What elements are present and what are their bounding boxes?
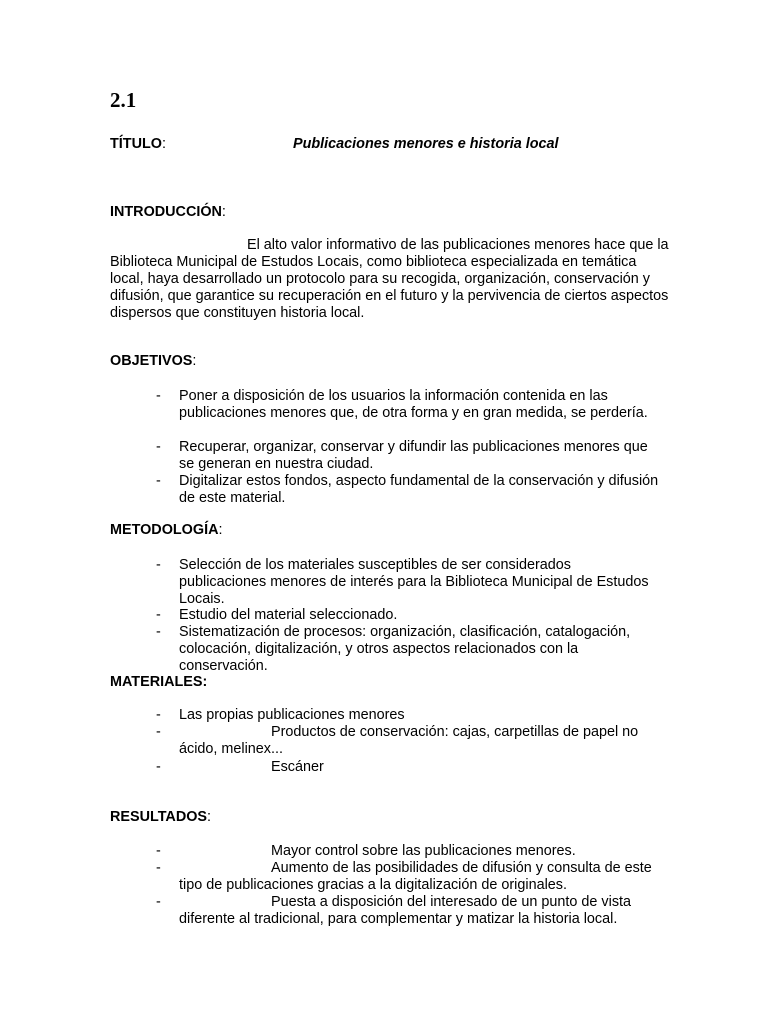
list-bullet: -: [156, 843, 161, 859]
list-bullet: -: [156, 724, 161, 740]
introduccion-text: El alto valor informativo de las publicaciones menores hace que la Biblioteca Municipal de Estudos Locais, como biblioteca especializada en temática local, haya desarrollado un protocolo para su recogida, organización, conservación y difusión, que garantice su recuperación en el futuro y la pervivencia de ciertos aspectos dispersos que constituyen historia local.: [110, 237, 669, 321]
objetivos-item: Poner a disposición de los usuarios la información contenida en las publicaciones menores que, de otra forma y en gran medida, se perdería.: [179, 388, 648, 421]
objetivos-item: Digitalizar estos fondos, aspecto fundamental de la conservación y difusión de este material.: [179, 473, 659, 506]
metodologia-item: Selección de los materiales susceptibles de ser considerados publicaciones menores de interés para la Biblioteca Municipal de Estudos Locais.: [179, 557, 649, 607]
metodologia-item: Estudio del material seleccionado.: [179, 607, 398, 623]
introduccion-paragraph: [110, 237, 670, 322]
list-bullet: -: [156, 759, 161, 775]
resultados-item: [179, 894, 659, 928]
materiales-label: MATERIALES:: [110, 674, 208, 690]
metodologia-item: Sistematización de procesos: organización, clasificación, catalogación, colocación, digitalización, y otros aspectos relacionados con la conservación.: [179, 624, 631, 674]
resultados-item-text: Puesta a disposición del interesado de un punto de vista diferente al tradicional, para complementar y matizar la historia local.: [179, 894, 632, 927]
list-bullet: -: [156, 388, 161, 404]
list-bullet: -: [156, 894, 161, 910]
objetivos-item: Recuperar, organizar, conservar y difundir las publicaciones menores que se generan en nuestra ciudad.: [179, 439, 648, 472]
list-bullet: -: [156, 439, 161, 455]
resultados-item-text: Mayor control sobre las publicaciones menores.: [271, 843, 576, 859]
resultados-colon: :: [207, 809, 212, 825]
introduccion-colon: :: [221, 204, 226, 220]
materiales-item: [179, 759, 659, 776]
list-bullet: -: [156, 707, 161, 723]
introduccion-heading: [110, 204, 226, 221]
introduccion-label: INTRODUCCIÓN: [110, 204, 222, 220]
titulo-heading: [110, 136, 166, 153]
list-bullet: -: [156, 607, 161, 623]
resultados-label: RESULTADOS: [110, 809, 208, 825]
list-bullet: -: [156, 557, 161, 573]
metodologia-label: METODOLOGÍA: [110, 522, 219, 538]
titulo-label: TÍTULO: [110, 136, 162, 152]
metodologia-colon: :: [218, 522, 223, 538]
titulo-colon: :: [161, 136, 166, 152]
materiales-item-text: Escáner: [271, 759, 324, 775]
materiales-heading: [110, 674, 207, 691]
materiales-item-text: Productos de conservación: cajas, carpetillas de papel no ácido, melinex...: [179, 724, 639, 757]
objetivos-label: OBJETIVOS: [110, 353, 193, 369]
objetivos-colon: :: [192, 353, 197, 369]
list-bullet: -: [156, 860, 161, 876]
resultados-item: [179, 843, 659, 860]
materiales-item: [179, 724, 659, 758]
list-bullet: -: [156, 624, 161, 640]
resultados-item-text: Aumento de las posibilidades de difusión y consulta de este tipo de publicaciones gracias a la digitalización de originales.: [179, 860, 652, 893]
list-bullet: -: [156, 473, 161, 489]
document-title: Publicaciones menores e historia local: [293, 136, 559, 152]
resultados-heading: [110, 809, 211, 826]
section-number: 2.1: [110, 88, 137, 112]
materiales-item: Las propias publicaciones menores: [179, 707, 405, 723]
resultados-item: [179, 860, 659, 894]
metodologia-heading: [110, 522, 222, 539]
objetivos-heading: [110, 353, 196, 370]
